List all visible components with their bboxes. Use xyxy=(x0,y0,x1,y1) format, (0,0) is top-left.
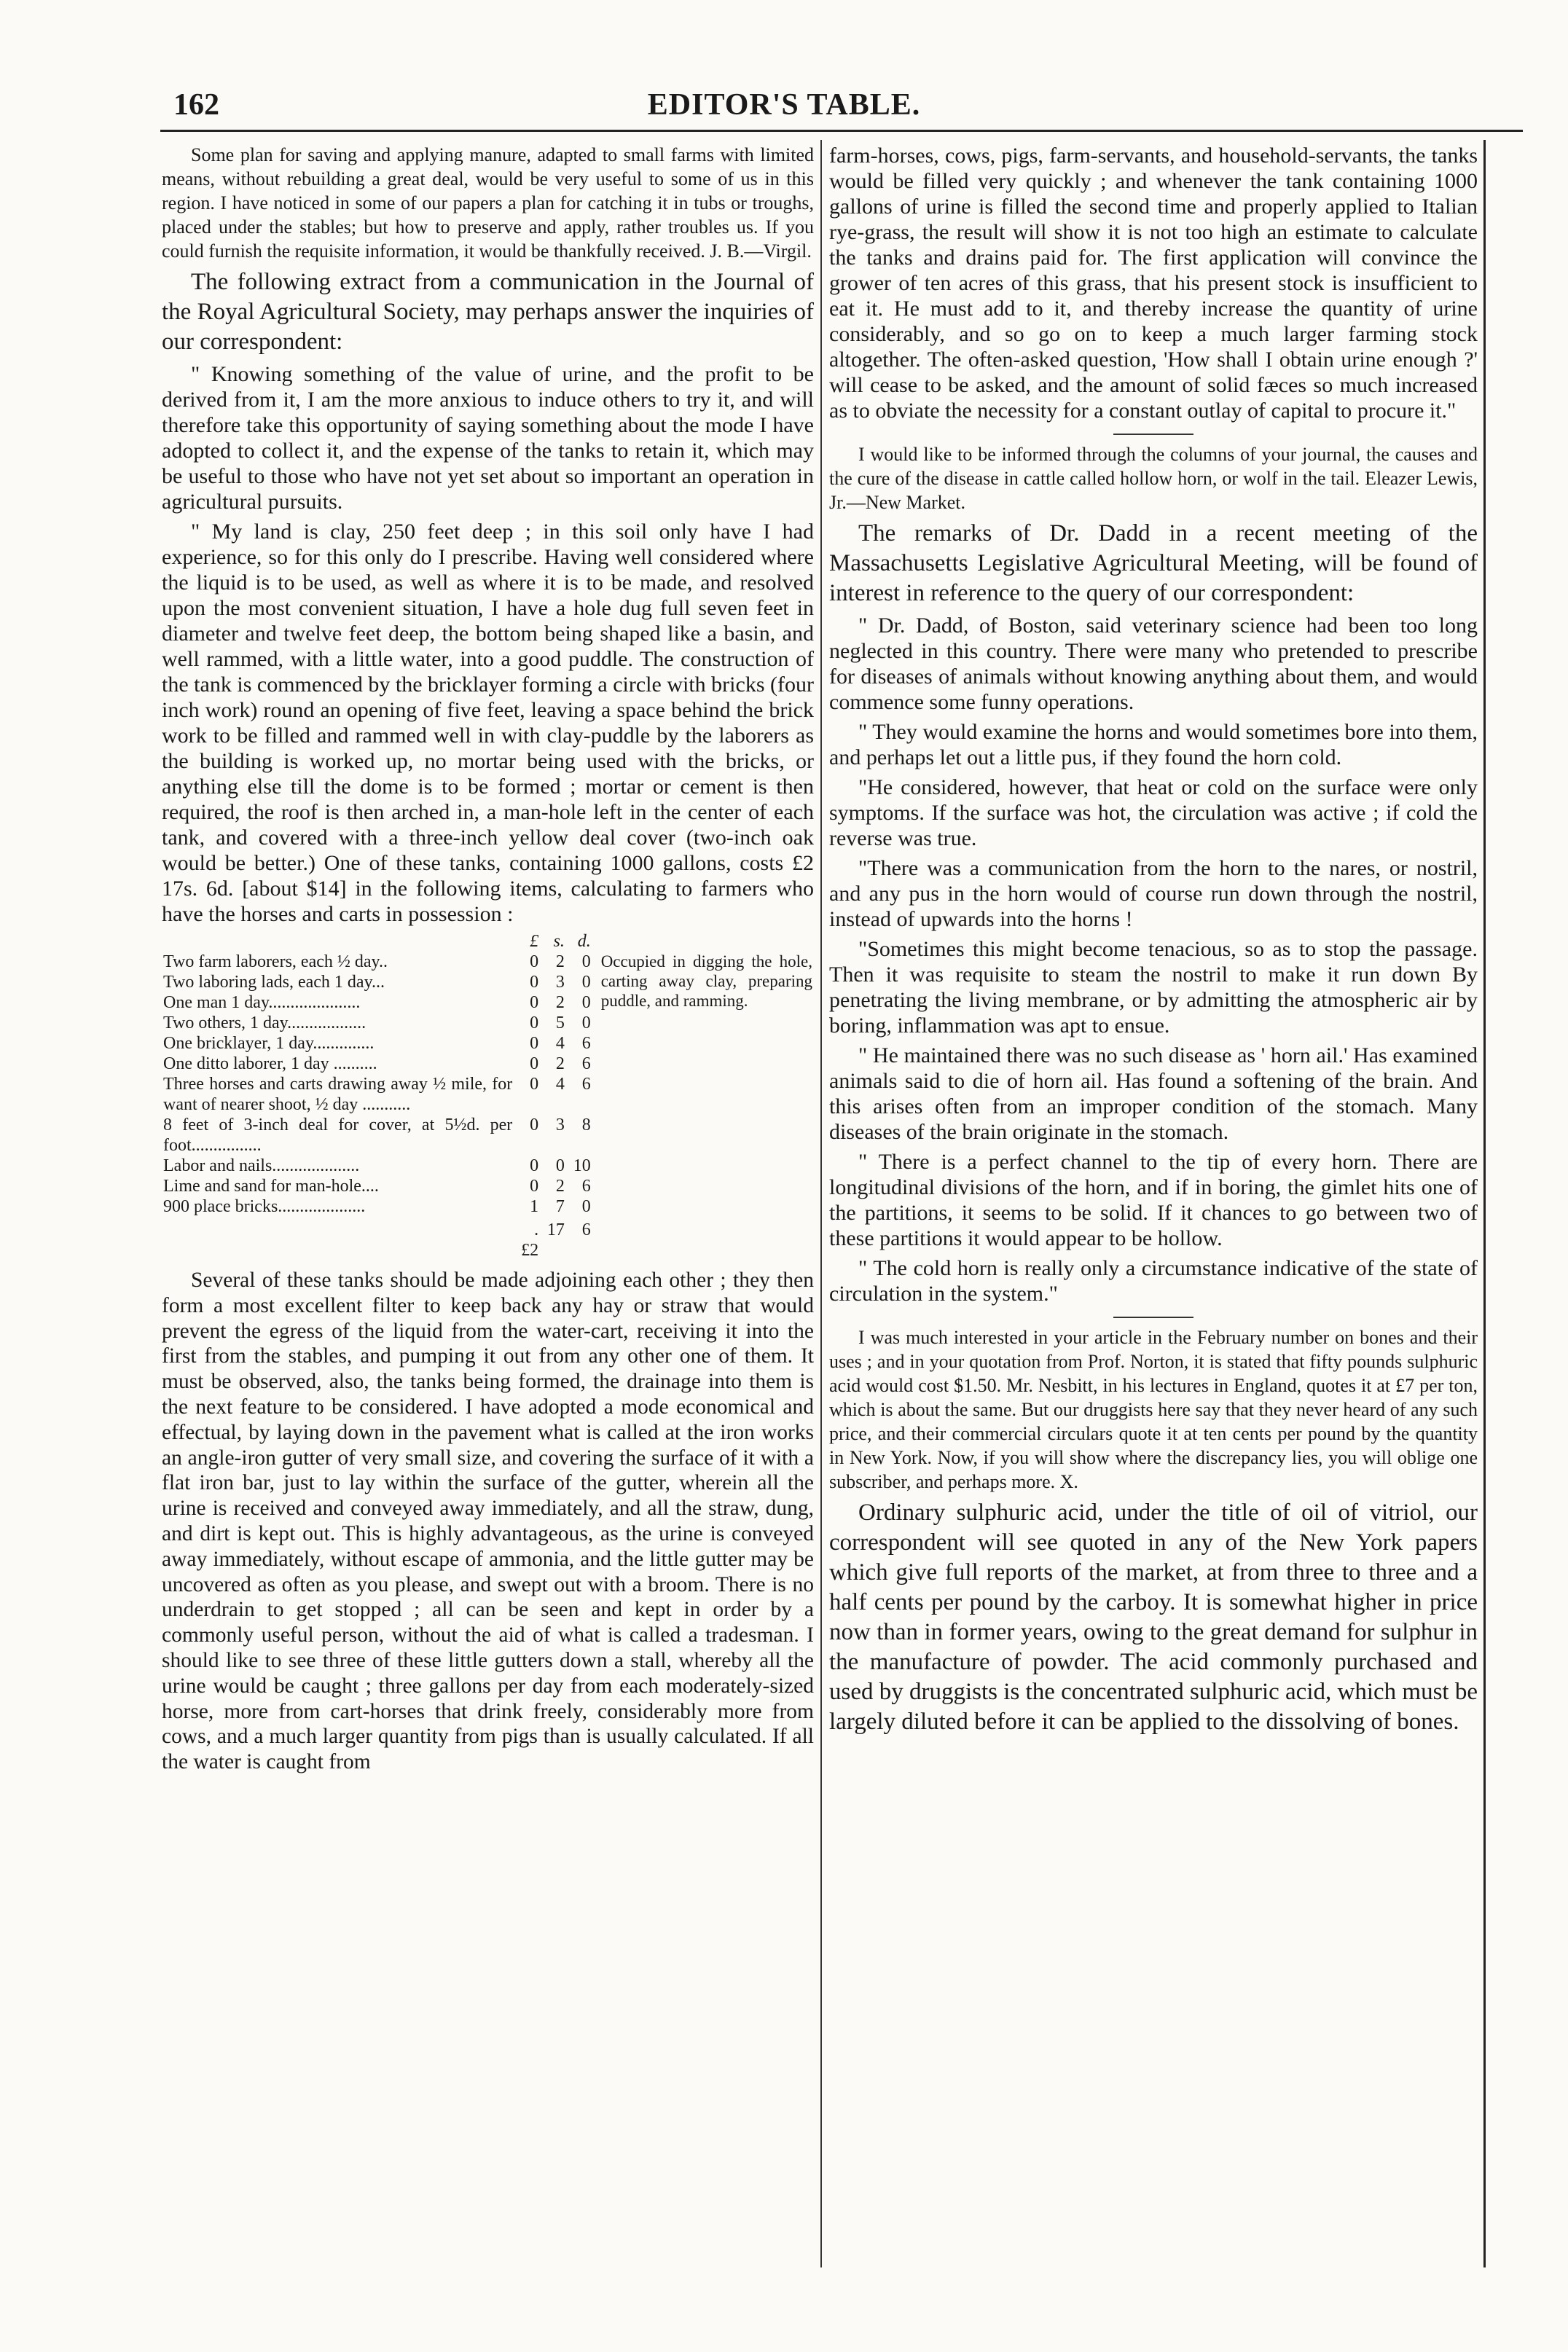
reply-sulphuric-acid: Ordinary sulphuric acid, under the title of oil of vitriol, our correspondent will see quoted in any of the New York papers which give full reports of the market, at from three to three and a half cents per pound by the carboy. It is somewhat higher in price now than in former years, owing to the great demand for sulphur in the manufacture of powder. The acid commonly purchased and used by druggists is the concentrated sulphuric acid, which must be largely diluted before it can be applied to the dissolving of bones. xyxy=(829,1500,1478,1735)
quote-paragraph: " Knowing something of the value of urine, and the profit to be derived from it, I am the more anxious to induce others to try it, and will therefore take this opportunity of saying something about the mode I have adopted to collect it, and the expense of the tanks to retain it, which may be useful to those who have not yet set about so important an operation in agricultural pursuits. xyxy=(162,362,814,514)
right-column xyxy=(829,143,1478,1741)
reply-intro-manure: The following extract from a communication in the Journal of the Royal Agricultural Society, may perhaps answer the inquiries of our correspondent: xyxy=(162,269,814,355)
total-shillings: 17 xyxy=(546,1220,565,1239)
shillings-heading: s. xyxy=(553,932,565,951)
correspondent-letter-hollow-horn: I would like to be informed through the columns of your journal, the causes and the cure of the disease in cattle called hollow horn, or wolf in the tail. Eleazer Lewis, Jr.—New Market. xyxy=(829,444,1478,513)
dadd-quote-paragraph: " Dr. Dadd, of Boston, said veterinary science had been too long neglected in this country. There were many who pretended to prescribe for diseases of animals without knowing anything about them, and would commence some funny operations. xyxy=(829,614,1478,714)
header-rule xyxy=(160,130,1523,132)
cost-table-head xyxy=(162,931,814,952)
section-rule xyxy=(1113,1317,1193,1318)
pence-heading: d. xyxy=(577,932,591,951)
dadd-quote-paragraph: " The cold horn is really only a circumstance indicative of the state of circulation in the system." xyxy=(829,1256,1478,1306)
cost-table xyxy=(162,931,814,1261)
column-divider xyxy=(820,140,822,2267)
dadd-quote-paragraph: "There was a communication from the horn to the nares, or nostril, and any pus in the horn would of course run down through the nostril, instead of upwards into the horns ! xyxy=(829,856,1478,931)
dadd-quote-paragraph: " He maintained there was no such disease as ' horn ail.' Has examined animals said to die of horn ail. Has found a softening of the brain. And this arises often from an improper condition of the stomach. Many diseases of the brain originate in the stomach. xyxy=(829,1043,1478,1144)
cost-row: Lime and sand for man-hole.... 0 2 6 xyxy=(163,1177,591,1196)
cost-row: 900 place bricks.................... 1 7 0 xyxy=(163,1197,591,1216)
reply-intro-hollow-horn: The remarks of Dr. Dadd in a recent meeting of the Massachusetts Legislative Agricultural Meeting, will be found of interest in reference to the query of our correspondent: xyxy=(829,520,1478,606)
cost-row: Two farm laborers, each ½ day.. 0 2 0 Occupied in digging the hole, carting away clay, preparing puddle, and ramming. xyxy=(162,952,814,972)
running-head: EDITOR'S TABLE. xyxy=(647,88,921,122)
dadd-quote-paragraph: " They would examine the horns and would sometimes bore into them, and perhaps let out a little pus, if they found the horn cold. xyxy=(829,720,1478,769)
cost-row: 8 feet of 3-inch deal for cover, at 5½d. per foot................ 0 3 8 xyxy=(163,1116,591,1155)
cost-row: Three horses and carts drawing away ½ mile, for want of nearer shoot, ½ day ........... 0 4 6 xyxy=(163,1075,591,1114)
quote-paragraph: Several of these tanks should be made adjoining each other ; they then form a most excellent filter to keep back any hay or straw that would prevent the egress of the liquid from the water-cart, receiving it into the first from the stables, and pumping it out from any other one of them. It must be observed, also, the tanks being formed, the drainage into them is the next feature to be considered. I have adopted a mode economical and effectual, by laying down in the pavement what is called at the iron works an angle-iron gutter of very small size, and covering the surface of it with a flat iron bar, just to lay within the surface of the gutter, wherein all the urine is received and conveyed away immediately, and all the straw, dung, and dirt is kept out. This is highly advantageous, as the urine is conveyed away immediately, without escape of ammonia, and the little gutter may be uncovered as often as you please, and swept out with a broom. There is no underdrain to get stopped ; all can be seen and kept in order by a commonly useful person, without the aid of what is called a tradesman. I should like to see three of these little gutters down a stall, whereby all the urine would be caught ; three gallons per day from each moderately-sized horse, more from cart-horses that drink freely, considerably more from cows, and a much larger quantity from pigs than is usually calculated. If all the water is caught from xyxy=(162,1269,814,1774)
total-pence: 6 xyxy=(581,1220,591,1239)
dadd-quote-paragraph: "He considered, however, that heat or cold on the surface were only symptoms. If the surface was hot, the circulation was active ; if cold the reverse was true. xyxy=(829,775,1478,850)
dadd-quote-paragraph: "Sometimes this might become tenacious, so as to stop the passage. Then it was requisite to steam the nostril to make it run down By penetrating the living membrane, or by admitting the atmospheric air by boring, inflammation was apt to ensue. xyxy=(829,937,1478,1038)
pounds-heading: £ xyxy=(530,932,539,951)
page-edge-rule xyxy=(1483,140,1486,2267)
correspondent-letter-sulphuric-acid: I was much interested in your article in the February number on bones and their uses ; and in your quotation from Prof. Norton, it is stated that fifty pounds sulphuric acid would cost $1.50. Mr. Nesbitt, in his lectures in England, quotes it at £7 per ton, which is about the same. But our druggists here say that they never heard of any such price, and their commercial circulars quote it at ten cents per pound by the quantity in New York. Now, if you will show where the discrepancy lies, you will oblige one subscriber, and perhaps more. X. xyxy=(829,1327,1478,1492)
cost-row: Two others, 1 day.................. 0 5 0 xyxy=(163,1014,591,1032)
dadd-quote-paragraph: " There is a perfect channel to the tip of every horn. There are longitudinal divisions of the horn, and if in boring, the gimlet hits one of the partitions, it seems to be solid. If it chances to go between two of these partitions it would appear to be hollow. xyxy=(829,1150,1478,1250)
total-pounds: . £2 xyxy=(521,1220,539,1260)
left-column xyxy=(162,143,814,1779)
quote-paragraph: " My land is clay, 250 feet deep ; in this soil only have I had experience, so for this only do I prescribe. Having well considered where the liquid is to be used, as well as where it is to be made, and resolved upon the most convenient situation, I have a hole dug full seven feet in diameter and twelve feet deep, the bottom being shaped like a basin, and well rammed, with a little water, into a good puddle. The construction of the tank is commenced by the bricklayer forming a circle with bricks (four inch work) round an opening of five feet, leaving a space behind the brick work to be filled and rammed well in with clay-puddle by the laborers as the building is worked up, no mortar being used with the bricks, or anything else till the dome is to be formed ; mortar or cement is then required, the roof is then arched in, a man-hole left in the center of each tank, and covered with a three-inch yellow deal cover (two-inch oak would be better.) One of these tanks, containing 1000 gallons, costs £2 17s. 6d. [about $14] in the following items, calculating to farmers who have the horses and carts in possession : xyxy=(162,520,814,926)
correspondent-letter-manure: Some plan for saving and applying manure, adapted to small farms with limited means, without rebuilding a great deal, would be very useful to some of us in this region. I have noticed in some of our papers a plan for catching it in tubs or troughs, placed under the stables; but how to preserve and apply, rather troubles us. If you could furnish the requisite information, it would be thankfully received. J. B.—Virgil. xyxy=(162,144,814,262)
section-rule xyxy=(1113,434,1193,435)
cost-row: One ditto laborer, 1 day .......... 0 2 6 xyxy=(163,1054,591,1073)
cost-note: Occupied in digging the hole, carting away clay, preparing puddle, and ramming. xyxy=(600,952,812,1010)
quote-continuation: farm-horses, cows, pigs, farm-servants, and household-servants, the tanks would be filled very quickly ; and whenever the tank containing 1000 gallons of urine is filled the second time and properly applied to Italian rye-grass, the result will show it is not too high an estimate to calculate the tanks and drains paid for. The first application will convince the grower of ten acres of this grass, that his present stock is insufficient to eat it. He must add to it, and thereby increase the quantity of urine considerably, and so go on to keep a much larger farming stock altogether. The often-asked question, 'How shall I obtain urine enough ?' will cease to be asked, and the amount of solid fæces so much increased as to obviate the necessity for a constant outlay of capital to procure it." xyxy=(829,144,1478,423)
cost-row: Labor and nails.................... 0 0 10 xyxy=(163,1156,591,1175)
cost-row: One man 1 day..................... 0 2 0 xyxy=(163,993,591,1012)
cost-row: Two laboring lads, each 1 day... 0 3 0 xyxy=(163,973,591,992)
page-number: 162 xyxy=(173,88,219,122)
cost-row: One bricklayer, 1 day.............. 0 4 6 xyxy=(163,1034,591,1053)
cost-total-row xyxy=(162,1217,814,1261)
